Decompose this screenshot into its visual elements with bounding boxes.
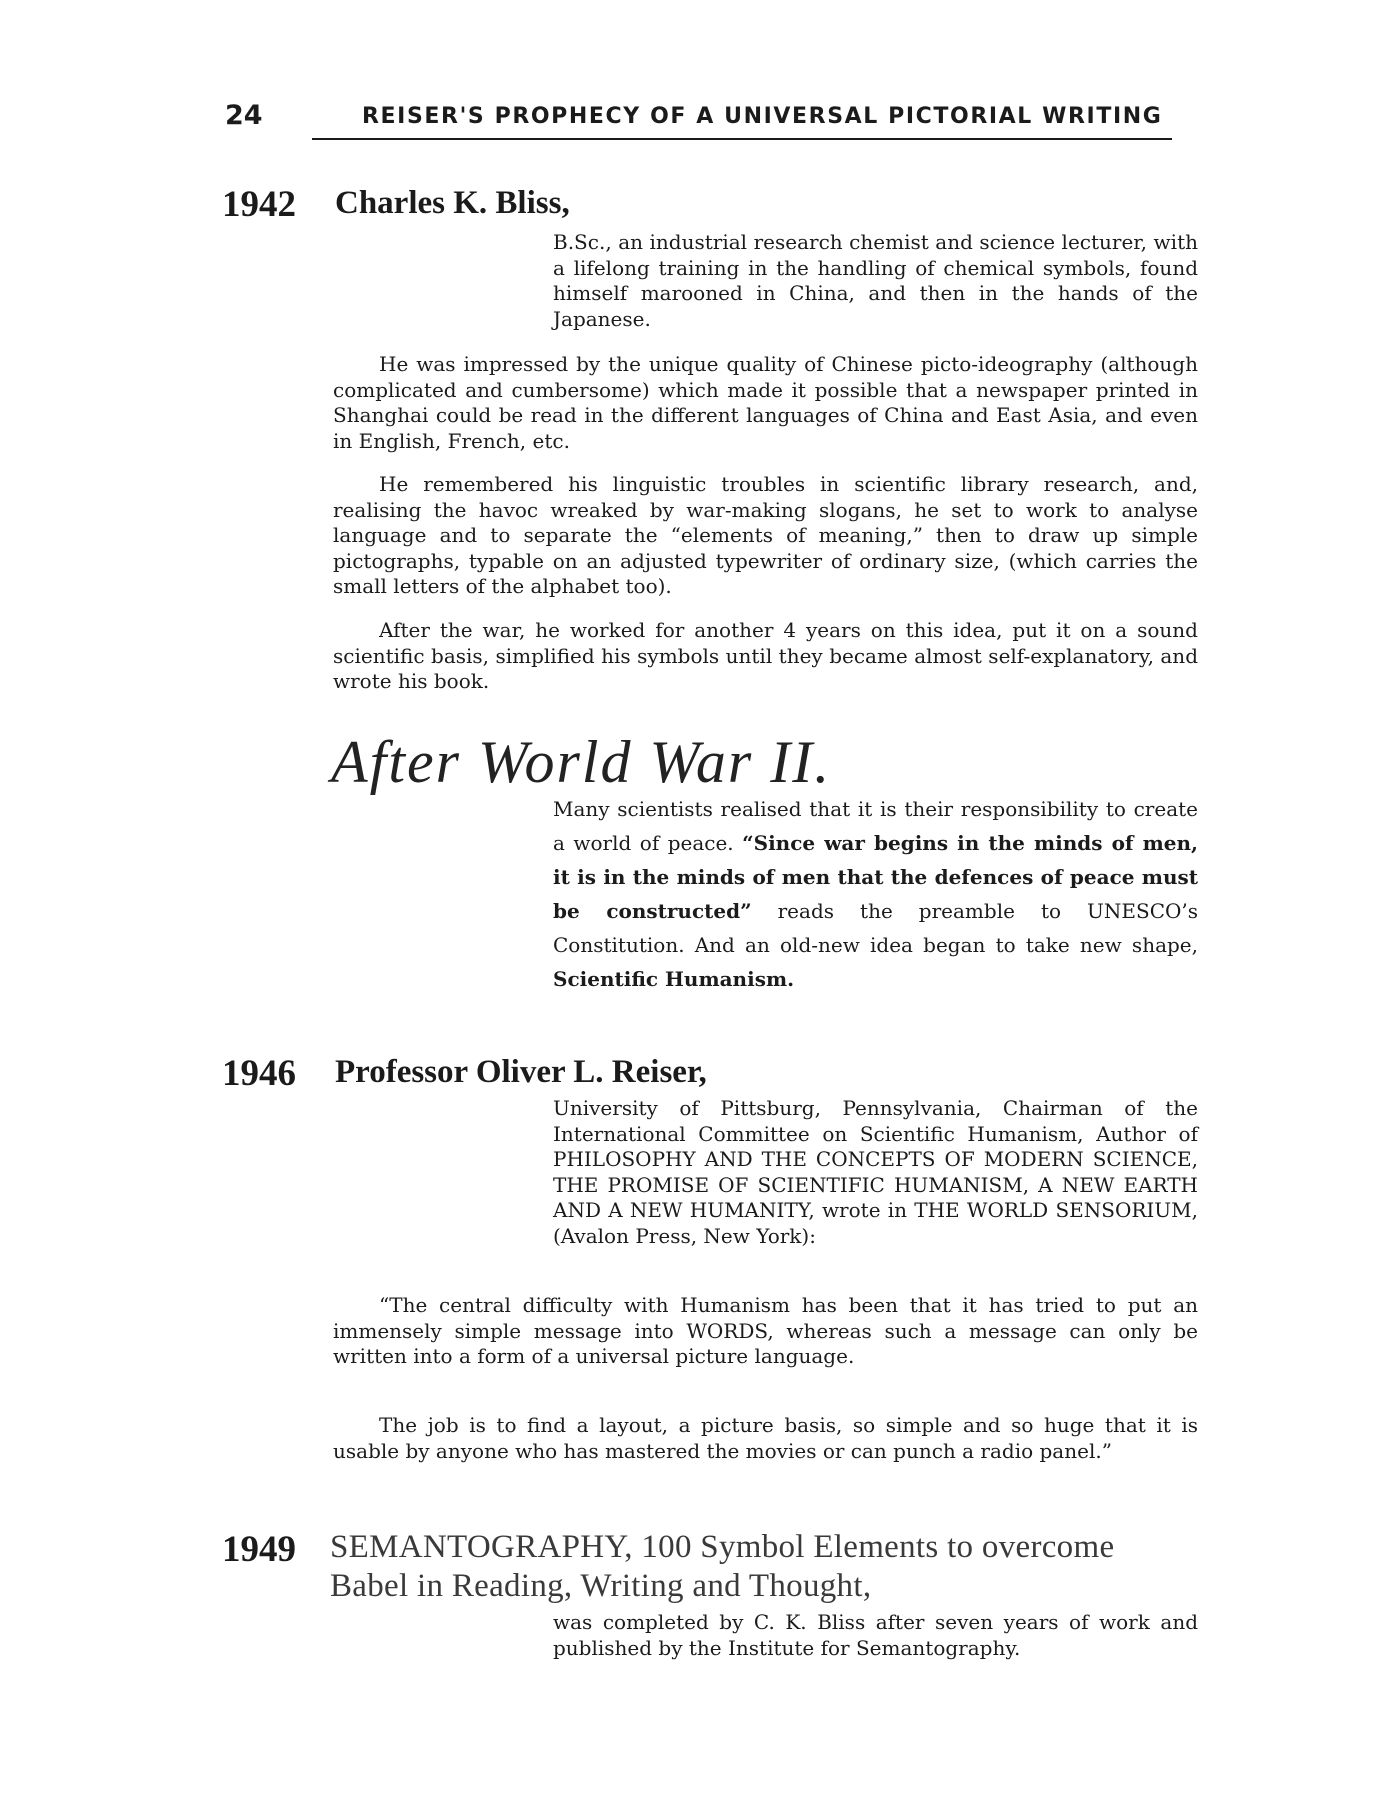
unesco-quote: “Since war begins in the minds of men, it is in the minds of men that the defences of peace must be constructed” [553,831,1198,923]
after-war-paragraph [553,792,1198,996]
scientific-humanism: Scientific Humanism. [553,967,795,991]
header-rule [312,138,1172,140]
book-title-heading: SEMANTOGRAPHY, 100 Symbol Elements to overcome Babel in Reading, Writing and Thought, [330,1529,1115,1604]
entry-name: Professor Oliver L. Reiser, [335,1054,707,1090]
running-title: REISER'S PROPHECY OF A UNIVERSAL PICTORIAL WRITING [362,104,1163,129]
after-war-text: reads the preamble to UNESCO’s Constitution. And an old-new idea began to take new shape, [553,899,1199,957]
entry-year: 1946 [222,1053,296,1094]
entry-intro: B.Sc., an industrial research chemist and science lecturer, with a lifelong training in the handling of chemical symbols, found himself marooned in China, and then in the hands of the Japanese. [553,230,1198,331]
section-title: After World War II. [331,729,832,795]
page-number: 24 [225,100,263,131]
quote-paragraph: “The central difficulty with Humanism has been that it has tried to put an immensely simple message into WORDS, whereas such a message can only be written into a form of a universal picture language. [333,1293,1198,1368]
paragraph: He was impressed by the unique quality of Chinese picto-ideography (although complicated and cumbersome) which made it possible that a newspaper printed in Shanghai could be read in the different languages of China and East Asia, and even in English, French, etc. [333,352,1198,453]
entry-year: 1942 [222,184,296,225]
quote-paragraph: The job is to find a layout, a picture basis, so simple and so huge that it is usable by anyone who has mastered the movies or can punch a radio panel.” [333,1413,1198,1463]
after-war-text: Many scientists realised that it is their responsibility to create a world of peace. [553,797,1198,855]
entry-body: was completed by C. K. Bliss after seven years of work and published by the Institute for Semantography. [553,1610,1198,1660]
entry-name: Charles K. Bliss, [335,185,570,221]
paragraph: He remembered his linguistic troubles in scientific library research, and, realising the havoc wreaked by war-making slogans, he set to work to analyse language and to separate the “elements of meaning,” then to draw up simple pictographs, typable on an adjusted typewriter of ordinary size, (which carries the small letters of the alphabet too). [333,472,1198,598]
entry-year: 1949 [222,1529,296,1570]
paragraph: After the war, he worked for another 4 years on this idea, put it on a sound scientific basis, simplified his symbols until they became almost self-explanatory, and wrote his book. [333,618,1198,693]
entry-intro: University of Pittsburg, Pennsylvania, Chairman of the International Committee on Scientific Humanism, Author of PHILOSOPHY AND THE CONCEPTS OF MODERN SCIENCE, THE PROMISE OF SCIENTIFIC HUMANISM, A NEW EARTH AND A NEW HUMANITY, wrote in THE WORLD SENSORIUM, (Avalon Press, New York): [553,1096,1198,1248]
